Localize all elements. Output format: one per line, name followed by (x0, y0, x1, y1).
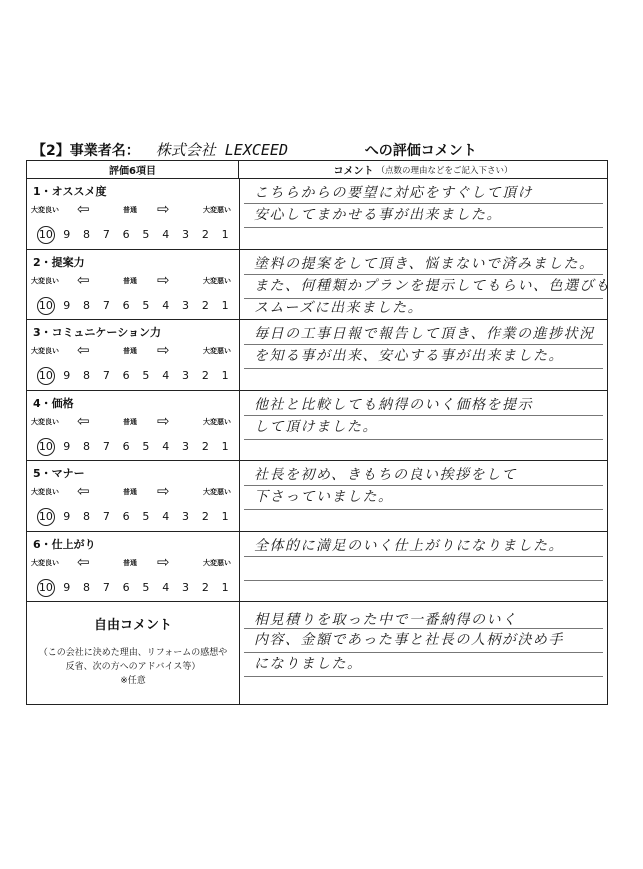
free-comment-box[interactable] (240, 602, 607, 704)
scale-mid-label: 普通 (123, 276, 137, 285)
scale-best-label: 大変良い (31, 417, 59, 426)
rating-scale (31, 411, 235, 430)
rating-scale (31, 200, 235, 218)
score-option[interactable]: 8 (83, 298, 91, 312)
rating-item (27, 250, 239, 321)
score-option[interactable]: 8 (83, 369, 91, 382)
score-option[interactable]: 2 (201, 228, 209, 241)
title-suffix: への評価コメント (364, 143, 477, 159)
score-options (35, 226, 235, 244)
arrow-left-icon: ⇦ (77, 341, 90, 359)
scale-mid-label: 普通 (123, 417, 137, 426)
score-option[interactable]: 4 (162, 298, 170, 312)
score-options (35, 579, 235, 597)
scale-best-label: 大変良い (31, 206, 59, 214)
score-options (35, 508, 235, 526)
score-option[interactable]: 3 (182, 580, 190, 594)
handwritten-line: スムーズに出来ました。 (254, 299, 424, 316)
score-option[interactable]: 3 (182, 510, 190, 523)
comment-box[interactable] (240, 461, 607, 532)
score-option[interactable]: 4 (162, 228, 170, 241)
score-option[interactable]: 9 (63, 369, 71, 382)
rating-item (27, 391, 239, 462)
rating-scale (31, 341, 235, 359)
scale-mid-label: 普通 (123, 558, 137, 567)
arrow-left-icon: ⇦ (77, 200, 90, 218)
score-option[interactable]: 2 (201, 369, 209, 382)
score-option[interactable]: 5 (142, 298, 150, 312)
score-option[interactable]: 9 (63, 228, 71, 241)
free-comment-desc-line: ※任意 (120, 676, 146, 686)
handwritten-line: 内容、金額であった事と社長の人柄が決め手 (254, 632, 564, 648)
score-option[interactable]: 7 (102, 439, 110, 453)
score-options (35, 367, 235, 385)
selected-score[interactable]: 10 (37, 367, 55, 385)
score-option[interactable]: 4 (162, 510, 170, 523)
score-option[interactable]: 6 (122, 228, 130, 241)
score-option[interactable]: 1 (221, 580, 229, 594)
scale-worst-label: 大変悪い (203, 206, 231, 214)
score-option[interactable]: 7 (102, 228, 110, 241)
rating-item (27, 320, 239, 391)
score-option[interactable]: 2 (201, 510, 209, 523)
arrow-left-icon: ⇦ (77, 411, 90, 430)
score-option[interactable]: 4 (162, 580, 170, 594)
handwritten-line: 塗料の提案をして頂き、悩まないで済みました。 (254, 255, 595, 272)
scale-mid-label: 普通 (123, 206, 137, 214)
arrow-right-icon: ⇨ (157, 482, 170, 500)
company-name: 株式会社 LEXCEED (146, 139, 361, 161)
free-comment-desc-line: （この会社に決めた理由、リフォームの感想や (38, 648, 228, 658)
score-option[interactable]: 1 (221, 298, 229, 312)
score-option[interactable]: 5 (142, 439, 150, 453)
ruled-line (244, 509, 603, 510)
comment-box[interactable] (240, 250, 611, 321)
score-option[interactable]: 3 (182, 298, 190, 312)
rating-scale (31, 552, 235, 571)
score-option[interactable]: 2 (201, 298, 209, 312)
selected-score[interactable]: 10 (37, 297, 55, 315)
score-option[interactable]: 5 (142, 228, 150, 241)
handwritten-line: 全体的に満足のいく仕上がりになりました。 (254, 537, 564, 554)
score-option[interactable]: 5 (142, 580, 150, 594)
handwritten-line: 下さっていました。 (254, 489, 394, 505)
rating-item (27, 461, 239, 532)
handwritten-line: 社長を初め、きもちの良い挨拶をして (254, 467, 517, 483)
rating-item (27, 179, 239, 250)
score-option[interactable]: 7 (102, 369, 110, 382)
score-option[interactable]: 6 (122, 580, 130, 594)
scale-worst-label: 大変悪い (203, 417, 231, 426)
comment-box[interactable] (240, 532, 607, 603)
scale-mid-label: 普通 (123, 347, 137, 355)
rating-scale (31, 482, 235, 500)
score-option[interactable]: 9 (63, 298, 71, 312)
handwritten-line: 他社と比較しても納得のいく価格を提示 (254, 396, 533, 413)
handwritten-line: して頂けました。 (254, 418, 378, 435)
score-option[interactable]: 6 (122, 510, 130, 523)
scale-mid-label: 普通 (123, 488, 137, 496)
rating-scale (31, 270, 235, 289)
scale-best-label: 大変良い (31, 558, 59, 567)
score-option[interactable]: 1 (221, 369, 229, 382)
score-option[interactable]: 3 (182, 228, 190, 241)
score-option[interactable]: 9 (63, 580, 71, 594)
selected-score[interactable]: 10 (37, 438, 55, 456)
score-option[interactable]: 1 (221, 510, 229, 523)
free-comment-description (27, 646, 239, 688)
score-option[interactable]: 8 (83, 510, 91, 523)
score-option[interactable]: 8 (83, 439, 91, 453)
arrow-left-icon: ⇦ (77, 482, 90, 500)
score-option[interactable]: 5 (142, 369, 150, 382)
handwritten-line: になりました。 (254, 656, 363, 672)
score-options (35, 438, 235, 456)
score-option[interactable]: 7 (102, 580, 110, 594)
score-option[interactable]: 8 (83, 228, 91, 241)
scale-worst-label: 大変悪い (203, 488, 231, 496)
handwritten-line: 毎日の工事日報で報告して頂き、作業の進捗状況 (254, 326, 595, 342)
score-option[interactable]: 9 (63, 439, 71, 453)
scale-worst-label: 大変悪い (203, 347, 231, 355)
item-name: 5・マナー (33, 467, 85, 480)
selected-score[interactable]: 10 (37, 508, 55, 526)
score-options (35, 297, 235, 315)
rating-item (27, 532, 239, 603)
arrow-left-icon: ⇦ (77, 552, 90, 571)
handwritten-line: 相見積りを取った中で一番納得のいく (254, 612, 518, 628)
item-name: 3・コミュニケーション力 (33, 326, 161, 339)
arrow-right-icon: ⇨ (157, 411, 170, 430)
arrow-right-icon: ⇨ (157, 341, 170, 359)
ruled-line (244, 227, 603, 228)
ruled-line (244, 676, 603, 677)
score-option[interactable]: 1 (221, 228, 229, 241)
item-name: 6・仕上がり (33, 537, 96, 551)
score-option[interactable]: 3 (182, 369, 190, 382)
score-option[interactable]: 3 (182, 439, 190, 453)
score-option[interactable]: 1 (221, 439, 229, 453)
score-option[interactable]: 5 (142, 510, 150, 523)
score-option[interactable]: 4 (162, 369, 170, 382)
selected-score[interactable]: 10 (37, 226, 55, 244)
right-column-header (239, 161, 607, 179)
score-option[interactable]: 7 (102, 510, 110, 523)
title-prefix: 【2】事業者名： (32, 143, 140, 159)
item-name: 1・オススメ度 (33, 185, 107, 198)
free-comment-label-cell (27, 602, 239, 704)
arrow-left-icon: ⇦ (77, 270, 90, 289)
left-column-header: 評価6項目 (27, 161, 239, 179)
free-comment-desc-line: 反省、次の方へのアドバイス等） (65, 662, 201, 672)
comment-box[interactable] (240, 179, 607, 250)
arrow-right-icon: ⇨ (157, 270, 170, 289)
score-option[interactable]: 6 (122, 298, 130, 312)
score-option[interactable]: 9 (63, 510, 71, 523)
score-option[interactable]: 2 (201, 580, 209, 594)
score-option[interactable]: 6 (122, 439, 130, 453)
ruled-line (244, 439, 603, 440)
free-comment-heading: 自由コメント (93, 618, 172, 633)
score-option[interactable]: 4 (162, 439, 170, 453)
scale-best-label: 大変良い (31, 276, 59, 285)
sheet-title (32, 139, 477, 161)
handwritten-line: を知る事が出来、安心する事が出来ました。 (254, 348, 564, 364)
arrow-right-icon: ⇨ (157, 552, 170, 571)
score-option[interactable]: 8 (83, 580, 91, 594)
scale-best-label: 大変良い (31, 488, 59, 496)
handwritten-line: また、何種類かプランを提示してもらい、色選びも (254, 277, 611, 294)
handwritten-line: 安心してまかせる事が出来ました。 (254, 207, 502, 223)
comment-box[interactable] (240, 320, 607, 391)
scale-worst-label: 大変悪い (203, 558, 231, 567)
comment-box[interactable] (240, 391, 607, 462)
item-name: 2・提案力 (33, 255, 85, 269)
comment-header-label: コメント (333, 166, 374, 177)
evaluation-table (26, 160, 611, 705)
ruled-line (244, 368, 603, 369)
score-option[interactable]: 6 (122, 369, 130, 382)
comment-header-note: （点数の理由などをご記入下さい） (376, 165, 513, 176)
handwritten-line: こちらからの要望に対応をすぐして頂け (254, 185, 533, 201)
score-option[interactable]: 7 (102, 298, 110, 312)
selected-score[interactable]: 10 (37, 579, 55, 597)
ruled-line (244, 580, 603, 581)
score-option[interactable]: 2 (201, 439, 209, 453)
scale-best-label: 大変良い (31, 347, 59, 355)
item-name: 4・価格 (33, 396, 74, 410)
scale-worst-label: 大変悪い (203, 276, 231, 285)
arrow-right-icon: ⇨ (157, 200, 170, 218)
